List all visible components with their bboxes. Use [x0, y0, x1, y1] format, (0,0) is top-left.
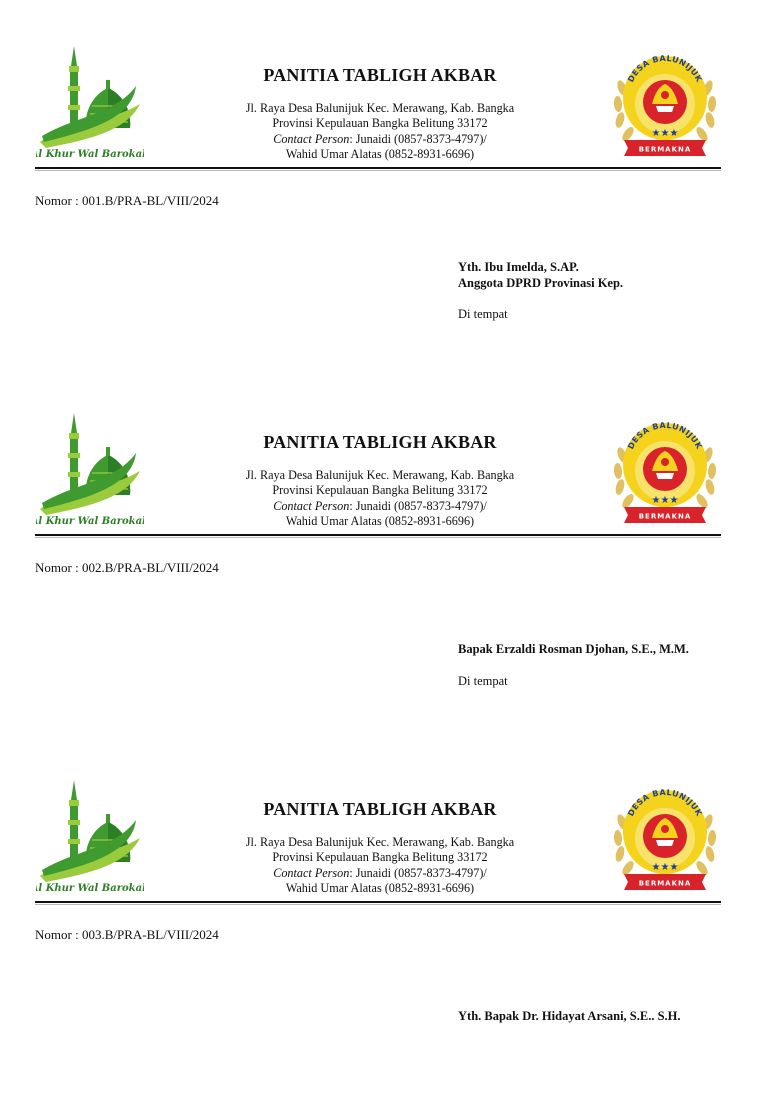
contact-line	[200, 132, 560, 147]
letter-number: Nomor : 001.B/PRA-BL/VIII/2024	[35, 193, 219, 208]
address-line-1: Jl. Raya Desa Balunijuk Kec. Merawang, Kab. Bangka	[245, 101, 515, 115]
recipient-line-2: Anggota DPRD Provinasi Kep.	[458, 276, 624, 290]
letter-2	[0, 367, 768, 734]
contact-line-2: Wahid Umar Alatas (0852-8931-6696)	[285, 514, 475, 529]
address-line-2: Provinsi Kepulauan Bangka Belitung 33172	[272, 850, 488, 865]
mosque-logo-icon	[36, 44, 144, 162]
contact-label: Contact Person	[273, 865, 350, 880]
header-rule-thin	[35, 537, 721, 538]
contact-line-2: Wahid Umar Alatas (0852-8931-6696)	[285, 881, 475, 896]
recipient-place: Di tempat	[458, 307, 508, 321]
letterhead-address	[200, 101, 560, 163]
letterhead-title: PANITIA TABLIGH AKBAR	[263, 799, 497, 819]
contact-label: Contact Person	[273, 498, 350, 513]
contact-rest: : Junaidi (0857-8373-4797)/	[349, 498, 487, 513]
contact-line	[200, 499, 560, 514]
letterhead-address	[200, 468, 560, 530]
desa-emblem-icon	[610, 48, 720, 160]
letter-number: Nomor : 003.B/PRA-BL/VIII/2024	[35, 927, 219, 942]
header-rule	[35, 901, 721, 903]
header-rule	[35, 167, 721, 169]
letterhead-address	[200, 835, 560, 897]
address-line-2: Provinsi Kepulauan Bangka Belitung 33172	[272, 116, 488, 131]
contact-line	[200, 866, 560, 881]
letterhead-title: PANITIA TABLIGH AKBAR	[263, 432, 497, 452]
address-line-1: Jl. Raya Desa Balunijuk Kec. Merawang, Kab. Bangka	[245, 835, 515, 849]
recipient-line-1: Yth. Ibu Imelda, S.AP.	[458, 260, 579, 274]
desa-emblem-icon	[610, 415, 720, 527]
letter-3	[0, 734, 768, 1101]
recipient-place: Di tempat	[458, 674, 508, 688]
contact-rest: : Junaidi (0857-8373-4797)/	[349, 865, 487, 880]
header-rule-thin	[35, 904, 721, 905]
mosque-logo-icon	[36, 778, 144, 896]
letter-1	[0, 0, 768, 367]
address-line-1: Jl. Raya Desa Balunijuk Kec. Merawang, Kab. Bangka	[245, 468, 515, 482]
contact-line-2: Wahid Umar Alatas (0852-8931-6696)	[285, 147, 475, 162]
letterhead-title: PANITIA TABLIGH AKBAR	[263, 65, 497, 85]
mosque-logo-icon	[36, 411, 144, 529]
contact-label: Contact Person	[273, 131, 350, 146]
recipient-line-1: Bapak Erzaldi Rosman Djohan, S.E., M.M.	[458, 642, 689, 656]
header-rule	[35, 534, 721, 536]
letter-number: Nomor : 002.B/PRA-BL/VIII/2024	[35, 560, 219, 575]
header-rule-thin	[35, 170, 721, 171]
recipient-line-1: Yth. Bapak Dr. Hidayat Arsani, S.E.. S.H.	[458, 1009, 681, 1023]
address-line-2: Provinsi Kepulauan Bangka Belitung 33172	[272, 483, 488, 498]
contact-rest: : Junaidi (0857-8373-4797)/	[349, 131, 487, 146]
desa-emblem-icon	[610, 782, 720, 894]
